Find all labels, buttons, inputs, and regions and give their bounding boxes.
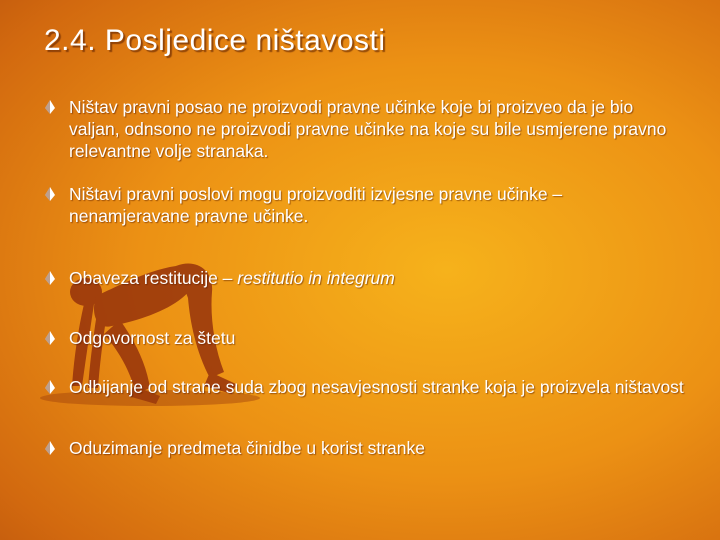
bullet-item <box>44 376 684 398</box>
bullet-text: Ništavi pravni poslovi mogu proizvoditi izvjesne pravne učinke – nenamjeravane pravne učinke. <box>69 184 563 226</box>
bullet-item <box>44 96 684 162</box>
bullet-item <box>44 267 684 289</box>
pen-nib-icon <box>44 187 56 201</box>
slide-title: 2.4. Posljedice ništavosti <box>44 24 386 57</box>
bullet-text: Obaveza restitucije – <box>69 268 238 288</box>
pen-nib-icon <box>44 271 56 285</box>
bullet-item <box>44 327 684 349</box>
pen-nib-icon <box>44 100 56 114</box>
bullet-item <box>44 437 684 459</box>
bullet-text: Ništav pravni posao ne proizvodi pravne učinke koje bi proizveo da je bio valjan, odnsono ne proizvodi pravne učinke na koje su bile usmjerene pravno relevantne volje stranaka. <box>69 97 667 161</box>
bullet-text: Oduzimanje predmeta činidbe u korist stranke <box>69 438 426 458</box>
pen-nib-icon <box>44 331 56 345</box>
bullet-text: Odgovornost za štetu <box>69 328 236 348</box>
bullet-text-italic: restitutio in integrum <box>237 268 395 288</box>
bullet-item <box>44 183 684 227</box>
pen-nib-icon <box>44 380 56 394</box>
bullet-list <box>44 96 684 459</box>
bullet-text: Odbijanje od strane suda zbog nesavjesnosti stranke koja je proizvela ništavost <box>69 377 684 397</box>
pen-nib-icon <box>44 441 56 455</box>
